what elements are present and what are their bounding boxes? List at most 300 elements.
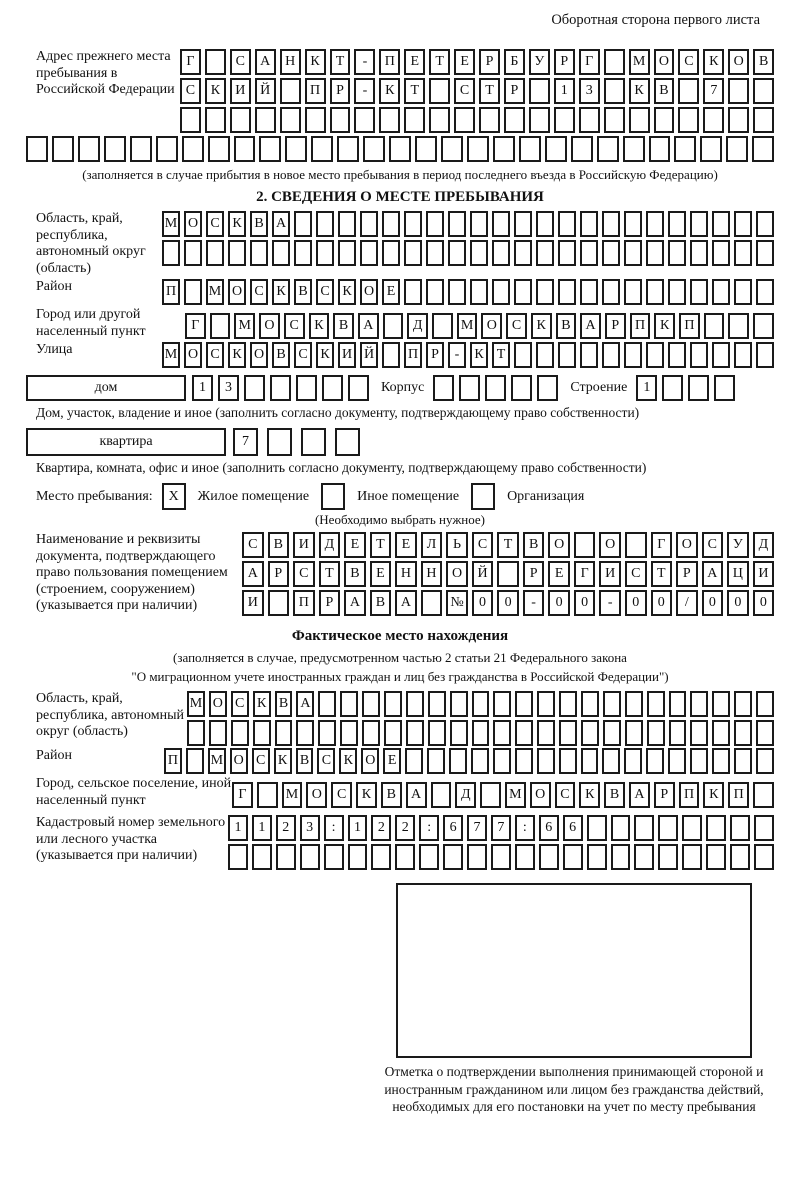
char-box[interactable] [728, 78, 749, 104]
char-box[interactable] [753, 313, 774, 339]
char-box[interactable] [646, 211, 664, 237]
char-box[interactable]: Е [382, 279, 400, 305]
char-box[interactable]: О [306, 782, 327, 808]
char-box[interactable]: 3 [218, 375, 239, 401]
char-box[interactable] [603, 691, 621, 717]
char-box[interactable]: О [230, 748, 248, 774]
char-box[interactable] [690, 240, 708, 266]
char-box[interactable] [491, 844, 511, 870]
char-box[interactable]: А [344, 590, 366, 616]
char-box[interactable]: Н [395, 561, 417, 587]
char-box[interactable] [228, 240, 246, 266]
char-box[interactable]: К [579, 782, 600, 808]
char-box[interactable] [187, 720, 205, 746]
char-box[interactable] [668, 342, 686, 368]
char-box[interactable]: Р [654, 782, 675, 808]
char-box[interactable]: Р [479, 49, 500, 75]
char-box[interactable] [472, 691, 490, 717]
char-box[interactable]: В [250, 211, 268, 237]
char-box[interactable]: О [184, 211, 202, 237]
char-box[interactable] [706, 844, 726, 870]
char-box[interactable] [406, 720, 424, 746]
char-box[interactable]: Т [497, 532, 519, 558]
char-box[interactable] [485, 375, 506, 401]
char-box[interactable]: А [242, 561, 264, 587]
char-box[interactable]: - [599, 590, 621, 616]
char-box[interactable] [360, 240, 378, 266]
checkbox-other-premises[interactable] [321, 483, 345, 510]
char-box[interactable]: С [472, 532, 494, 558]
char-box[interactable] [602, 240, 620, 266]
char-box[interactable] [470, 211, 488, 237]
char-box[interactable] [354, 107, 375, 133]
char-box[interactable]: 0 [548, 590, 570, 616]
char-box[interactable]: Р [319, 590, 341, 616]
char-box[interactable]: О [530, 782, 551, 808]
char-box[interactable]: В [654, 78, 675, 104]
char-box[interactable]: М [162, 342, 180, 368]
char-box[interactable]: С [206, 211, 224, 237]
char-box[interactable]: С [506, 313, 527, 339]
char-box[interactable] [559, 691, 577, 717]
char-box[interactable] [634, 844, 654, 870]
char-box[interactable] [156, 136, 178, 162]
char-box[interactable] [492, 240, 510, 266]
char-box[interactable] [382, 342, 400, 368]
char-box[interactable]: Г [579, 49, 600, 75]
char-box[interactable]: Г [232, 782, 253, 808]
char-box[interactable]: В [753, 49, 774, 75]
char-box[interactable] [611, 815, 631, 841]
char-box[interactable] [536, 240, 554, 266]
char-box[interactable] [338, 240, 356, 266]
char-box[interactable] [180, 107, 201, 133]
char-box[interactable]: О [728, 49, 749, 75]
char-box[interactable] [186, 748, 204, 774]
char-box[interactable]: К [338, 279, 356, 305]
char-box[interactable]: Л [421, 532, 443, 558]
char-box[interactable]: А [406, 782, 427, 808]
char-box[interactable] [611, 844, 631, 870]
char-box[interactable]: М [187, 691, 205, 717]
char-box[interactable] [536, 342, 554, 368]
char-box[interactable]: П [728, 782, 749, 808]
char-box[interactable] [515, 748, 533, 774]
char-box[interactable]: С [180, 78, 201, 104]
char-box[interactable] [753, 782, 774, 808]
char-box[interactable]: Р [504, 78, 525, 104]
char-box[interactable] [383, 313, 404, 339]
char-box[interactable] [678, 78, 699, 104]
char-box[interactable]: 1 [252, 815, 272, 841]
char-box[interactable]: В [272, 342, 290, 368]
char-box[interactable] [730, 815, 750, 841]
char-box[interactable] [712, 279, 730, 305]
char-box[interactable]: / [676, 590, 698, 616]
char-box[interactable] [754, 815, 774, 841]
char-box[interactable]: П [293, 590, 315, 616]
char-box[interactable] [536, 279, 554, 305]
char-box[interactable]: П [305, 78, 326, 104]
char-box[interactable]: К [274, 748, 292, 774]
char-box[interactable] [210, 313, 231, 339]
char-box[interactable]: О [676, 532, 698, 558]
char-box[interactable]: : [515, 815, 535, 841]
char-box[interactable] [230, 107, 251, 133]
char-box[interactable]: С [252, 748, 270, 774]
char-box[interactable]: С [331, 782, 352, 808]
char-box[interactable] [634, 815, 654, 841]
char-box[interactable]: Т [370, 532, 392, 558]
char-box[interactable]: П [379, 49, 400, 75]
char-box[interactable] [712, 691, 730, 717]
char-box[interactable] [734, 279, 752, 305]
char-box[interactable] [658, 815, 678, 841]
char-box[interactable] [470, 279, 488, 305]
char-box[interactable] [581, 691, 599, 717]
char-box[interactable]: Д [753, 532, 775, 558]
char-box[interactable] [316, 211, 334, 237]
char-box[interactable]: С [230, 49, 251, 75]
char-box[interactable] [300, 844, 320, 870]
char-box[interactable]: 1 [348, 815, 368, 841]
char-box[interactable] [318, 720, 336, 746]
char-box[interactable]: О [360, 279, 378, 305]
char-box[interactable] [756, 279, 774, 305]
char-box[interactable]: А [255, 49, 276, 75]
char-box[interactable] [384, 691, 402, 717]
char-box[interactable] [296, 720, 314, 746]
char-box[interactable] [382, 211, 400, 237]
char-box[interactable] [259, 136, 281, 162]
char-box[interactable]: В [523, 532, 545, 558]
char-box[interactable] [682, 815, 702, 841]
char-box[interactable] [389, 136, 411, 162]
char-box[interactable] [318, 691, 336, 717]
char-box[interactable] [285, 136, 307, 162]
char-box[interactable] [78, 136, 100, 162]
char-box[interactable]: Р [426, 342, 444, 368]
char-box[interactable]: А [580, 313, 601, 339]
char-box[interactable] [690, 720, 708, 746]
char-box[interactable] [362, 720, 380, 746]
char-box[interactable] [244, 375, 265, 401]
char-box[interactable] [581, 720, 599, 746]
char-box[interactable] [130, 136, 152, 162]
char-box[interactable] [515, 691, 533, 717]
char-box[interactable]: Т [330, 49, 351, 75]
char-box[interactable] [443, 844, 463, 870]
char-box[interactable] [504, 107, 525, 133]
char-box[interactable]: Т [319, 561, 341, 587]
char-box[interactable] [756, 720, 774, 746]
char-box[interactable] [472, 720, 490, 746]
char-box[interactable] [275, 720, 293, 746]
char-box[interactable] [294, 240, 312, 266]
char-box[interactable] [734, 240, 752, 266]
char-box[interactable] [752, 136, 774, 162]
char-box[interactable] [324, 844, 344, 870]
char-box[interactable] [558, 240, 576, 266]
char-box[interactable]: Р [330, 78, 351, 104]
char-box[interactable] [280, 78, 301, 104]
char-box[interactable] [537, 375, 558, 401]
char-box[interactable] [756, 691, 774, 717]
char-box[interactable]: С [206, 342, 224, 368]
char-box[interactable]: И [753, 561, 775, 587]
char-box[interactable]: 2 [276, 815, 296, 841]
char-box[interactable] [450, 720, 468, 746]
char-box[interactable]: А [702, 561, 724, 587]
char-box[interactable] [624, 748, 642, 774]
char-box[interactable] [624, 211, 642, 237]
char-box[interactable] [104, 136, 126, 162]
char-box[interactable] [493, 136, 515, 162]
char-box[interactable] [395, 844, 415, 870]
char-box[interactable]: 6 [539, 815, 559, 841]
char-box[interactable]: Й [255, 78, 276, 104]
char-box[interactable] [280, 107, 301, 133]
char-box[interactable] [704, 313, 725, 339]
char-box[interactable]: Т [479, 78, 500, 104]
char-box[interactable] [162, 240, 180, 266]
char-box[interactable]: М [234, 313, 255, 339]
char-box[interactable]: П [679, 313, 700, 339]
char-box[interactable] [625, 720, 643, 746]
char-box[interactable]: 7 [467, 815, 487, 841]
char-box[interactable] [678, 107, 699, 133]
char-box[interactable] [296, 375, 317, 401]
char-box[interactable]: Г [180, 49, 201, 75]
char-box[interactable] [493, 720, 511, 746]
char-box[interactable] [712, 748, 730, 774]
char-box[interactable] [419, 844, 439, 870]
char-box[interactable]: 0 [651, 590, 673, 616]
char-box[interactable]: И [242, 590, 264, 616]
char-box[interactable] [624, 240, 642, 266]
char-box[interactable] [580, 240, 598, 266]
char-box[interactable]: Р [268, 561, 290, 587]
char-box[interactable]: 7 [233, 428, 258, 456]
char-box[interactable]: К [272, 279, 290, 305]
char-box[interactable] [603, 720, 621, 746]
char-box[interactable] [270, 375, 291, 401]
char-box[interactable]: Г [574, 561, 596, 587]
char-box[interactable]: О [446, 561, 468, 587]
char-box[interactable]: А [272, 211, 290, 237]
char-box[interactable]: Т [429, 49, 450, 75]
char-box[interactable] [492, 211, 510, 237]
char-box[interactable] [330, 107, 351, 133]
char-box[interactable]: С [678, 49, 699, 75]
char-box[interactable]: К [316, 342, 334, 368]
char-box[interactable]: 2 [371, 815, 391, 841]
char-box[interactable] [682, 844, 702, 870]
char-box[interactable] [459, 375, 480, 401]
char-box[interactable] [268, 590, 290, 616]
char-box[interactable] [579, 107, 600, 133]
char-box[interactable] [602, 748, 620, 774]
char-box[interactable]: Т [492, 342, 510, 368]
char-box[interactable] [514, 342, 532, 368]
char-box[interactable] [580, 211, 598, 237]
char-box[interactable] [449, 748, 467, 774]
char-box[interactable]: 0 [625, 590, 647, 616]
char-box[interactable]: М [208, 748, 226, 774]
char-box[interactable] [623, 136, 645, 162]
char-box[interactable]: 6 [563, 815, 583, 841]
char-box[interactable] [467, 844, 487, 870]
char-box[interactable] [379, 107, 400, 133]
char-box[interactable] [471, 748, 489, 774]
char-box[interactable] [604, 49, 625, 75]
char-box[interactable] [658, 844, 678, 870]
char-box[interactable]: В [268, 532, 290, 558]
char-box[interactable] [625, 691, 643, 717]
char-box[interactable] [448, 279, 466, 305]
char-box[interactable]: П [630, 313, 651, 339]
char-box[interactable]: Р [523, 561, 545, 587]
char-box[interactable]: В [294, 279, 312, 305]
char-box[interactable]: О [250, 342, 268, 368]
checkbox-residential[interactable]: X [162, 483, 186, 510]
char-box[interactable] [756, 342, 774, 368]
char-box[interactable]: С [702, 532, 724, 558]
char-box[interactable]: Е [395, 532, 417, 558]
char-box[interactable] [669, 691, 687, 717]
char-box[interactable]: П [679, 782, 700, 808]
char-box[interactable] [669, 720, 687, 746]
char-box[interactable] [428, 691, 446, 717]
char-box[interactable] [690, 342, 708, 368]
char-box[interactable]: - [523, 590, 545, 616]
char-box[interactable] [529, 107, 550, 133]
char-box[interactable]: А [629, 782, 650, 808]
char-box[interactable] [700, 136, 722, 162]
char-box[interactable]: И [338, 342, 356, 368]
char-box[interactable]: 0 [472, 590, 494, 616]
char-box[interactable] [209, 720, 227, 746]
char-box[interactable]: И [599, 561, 621, 587]
char-box[interactable] [348, 375, 369, 401]
char-box[interactable] [337, 136, 359, 162]
char-box[interactable] [537, 691, 555, 717]
char-box[interactable]: М [206, 279, 224, 305]
char-box[interactable] [690, 748, 708, 774]
char-box[interactable]: К [356, 782, 377, 808]
char-box[interactable] [647, 691, 665, 717]
char-box[interactable] [441, 136, 463, 162]
char-box[interactable] [205, 49, 226, 75]
char-box[interactable]: В [275, 691, 293, 717]
char-box[interactable]: 0 [727, 590, 749, 616]
char-box[interactable]: М [282, 782, 303, 808]
char-box[interactable] [384, 720, 402, 746]
char-box[interactable] [184, 240, 202, 266]
char-box[interactable] [360, 211, 378, 237]
char-box[interactable]: К [305, 49, 326, 75]
char-box[interactable] [587, 815, 607, 841]
char-box[interactable] [182, 136, 204, 162]
char-box[interactable]: 3 [300, 815, 320, 841]
char-box[interactable] [431, 782, 452, 808]
char-box[interactable] [272, 240, 290, 266]
char-box[interactable]: - [354, 78, 375, 104]
char-box[interactable]: К [205, 78, 226, 104]
char-box[interactable] [426, 211, 444, 237]
char-box[interactable] [322, 375, 343, 401]
char-box[interactable]: Е [548, 561, 570, 587]
char-box[interactable] [404, 279, 422, 305]
char-box[interactable]: - [354, 49, 375, 75]
char-box[interactable]: У [727, 532, 749, 558]
char-box[interactable] [571, 136, 593, 162]
char-box[interactable] [301, 428, 326, 456]
char-box[interactable] [625, 532, 647, 558]
char-box[interactable]: 0 [574, 590, 596, 616]
char-box[interactable]: С [625, 561, 647, 587]
char-box[interactable]: К [339, 748, 357, 774]
char-box[interactable]: Е [383, 748, 401, 774]
char-box[interactable] [205, 107, 226, 133]
char-box[interactable] [479, 107, 500, 133]
char-box[interactable] [433, 375, 454, 401]
char-box[interactable] [712, 342, 730, 368]
char-box[interactable] [276, 844, 296, 870]
char-box[interactable] [250, 240, 268, 266]
char-box[interactable]: С [294, 342, 312, 368]
char-box[interactable] [646, 240, 664, 266]
char-box[interactable] [734, 748, 752, 774]
char-box[interactable] [335, 428, 360, 456]
char-box[interactable]: О [361, 748, 379, 774]
char-box[interactable] [429, 78, 450, 104]
char-box[interactable] [421, 590, 443, 616]
char-box[interactable] [253, 720, 271, 746]
char-box[interactable]: 6 [443, 815, 463, 841]
char-box[interactable]: И [230, 78, 251, 104]
char-box[interactable] [316, 240, 334, 266]
char-box[interactable] [545, 136, 567, 162]
char-box[interactable] [754, 844, 774, 870]
char-box[interactable] [574, 532, 596, 558]
char-box[interactable] [690, 211, 708, 237]
char-box[interactable] [228, 844, 248, 870]
char-box[interactable]: Й [360, 342, 378, 368]
char-box[interactable]: Н [421, 561, 443, 587]
char-box[interactable] [753, 107, 774, 133]
char-box[interactable]: Н [280, 49, 301, 75]
char-box[interactable] [654, 107, 675, 133]
char-box[interactable]: О [184, 342, 202, 368]
char-box[interactable]: С [250, 279, 268, 305]
char-box[interactable]: - [448, 342, 466, 368]
char-box[interactable]: В [296, 748, 314, 774]
char-box[interactable]: К [629, 78, 650, 104]
char-box[interactable]: 3 [579, 78, 600, 104]
char-box[interactable]: О [481, 313, 502, 339]
char-box[interactable] [426, 279, 444, 305]
char-box[interactable] [649, 136, 671, 162]
char-box[interactable] [208, 136, 230, 162]
char-box[interactable] [537, 720, 555, 746]
char-box[interactable]: К [309, 313, 330, 339]
char-box[interactable] [756, 748, 774, 774]
char-box[interactable]: В [370, 590, 392, 616]
char-box[interactable]: А [358, 313, 379, 339]
char-box[interactable] [581, 748, 599, 774]
char-box[interactable]: А [395, 590, 417, 616]
